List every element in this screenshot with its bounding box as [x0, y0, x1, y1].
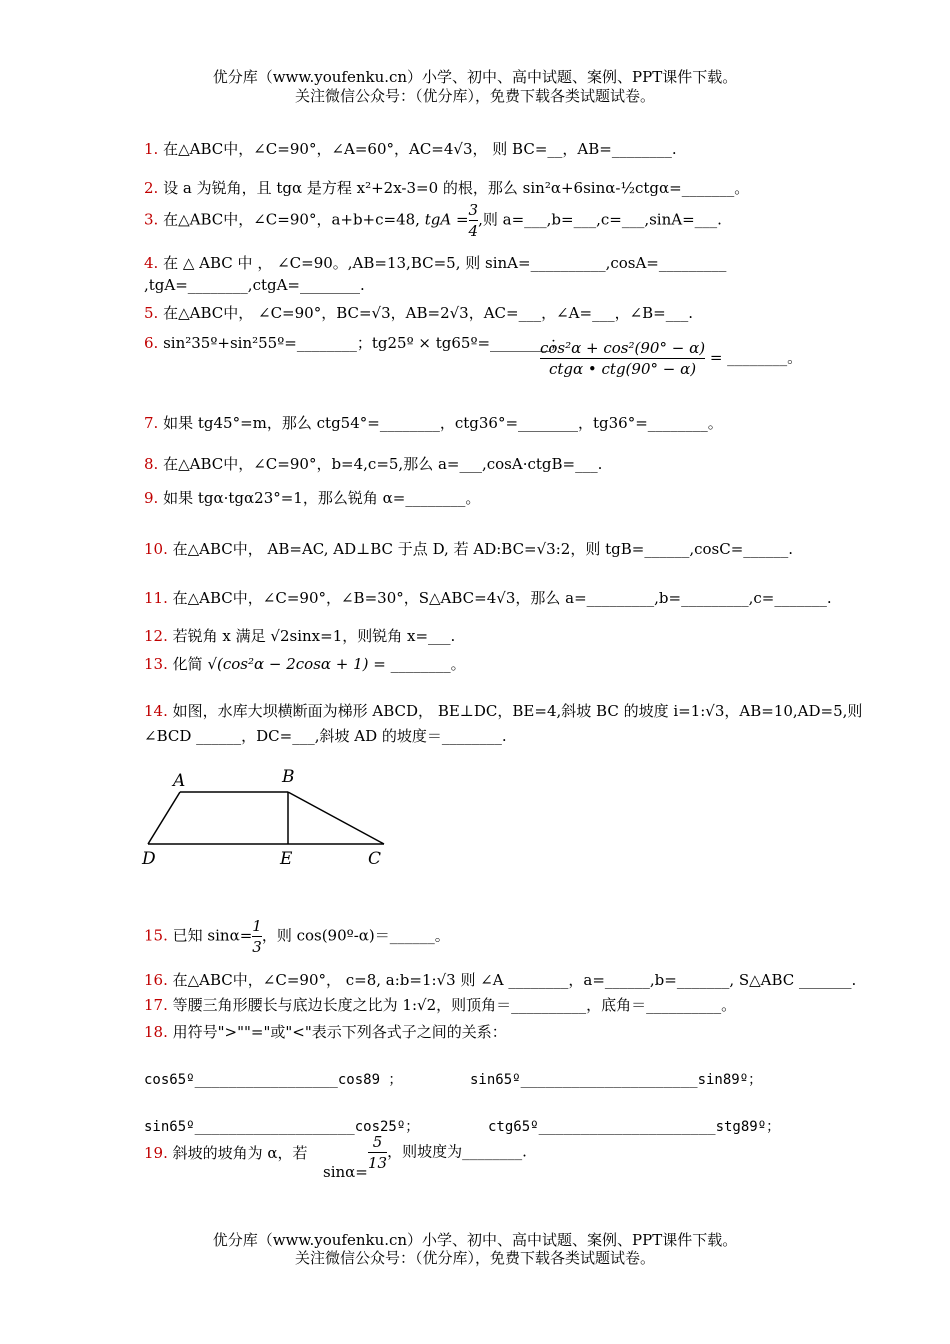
question-6-fraction — [540, 338, 920, 379]
question-11 — [144, 587, 924, 608]
header-line-1: 优分库（www.youfenku.cn）小学、初中、高中试题、案例、PPT课件下载。 — [212, 68, 738, 86]
fraction — [252, 916, 262, 957]
qtext: 在△ABC中，∠C=90°，∠A=60°，AC=4√3， 则 BC=__，AB=________. — [163, 140, 677, 158]
formula: √(cos²α − 2cosα + 1) = — [207, 655, 386, 673]
qnum: 15. — [144, 926, 168, 945]
qtext: 等腰三角形腰长与底边长度之比为 1:√2，则顶角＝__________，底角＝__________。 — [172, 996, 737, 1014]
compare-3: sin65º___________________cos25º； — [144, 1119, 420, 1135]
question-7 — [144, 412, 924, 433]
denominator: ctgα • ctg(90° − α) — [540, 358, 705, 379]
fraction — [469, 200, 479, 241]
fraction — [540, 338, 705, 379]
label-a: A — [173, 771, 186, 791]
question-12 — [144, 625, 924, 646]
qtext: 在△ABC中，∠C=90°，b=4,c=5,那么 a=___,cosA·ctgB=___. — [163, 455, 603, 473]
question-14-cont — [144, 725, 924, 746]
question-2 — [144, 177, 924, 198]
qnum: 6. — [144, 334, 159, 352]
question-3 — [144, 200, 924, 241]
edge-ad — [148, 792, 180, 844]
qnum: 19. — [144, 1144, 168, 1162]
qnum: 3. — [144, 210, 159, 229]
qtext: 用符号">""="或"<"表示下列各式子之间的关系： — [172, 1023, 507, 1041]
question-19-fraction — [368, 1132, 768, 1173]
compare-2: sin65º_____________________sin89º； — [470, 1072, 763, 1088]
label-d: D — [142, 849, 156, 869]
qtext: 在△ABC中，∠C=90°，∠B=30°，S△ABC=4√3，那么 a=_________,b=_________,c=_______. — [172, 589, 832, 607]
qtext: 如图，水库大坝横断面为梯形 ABCD， BE⊥DC，BE=4,斜坡 BC 的坡度 i=1:√3，AB=10,AD=5,则 — [172, 702, 863, 720]
question-19-sin: sinα= — [323, 1163, 368, 1181]
qnum: 10. — [144, 540, 168, 558]
qtext: ，则 cos(90º-α)＝______。 — [261, 926, 450, 945]
denominator: 4 — [468, 222, 479, 240]
qnum: 13. — [144, 655, 168, 673]
qtext: 如果 tgα·tgα23°=1，那么锐角 α=________。 — [163, 489, 481, 507]
denominator: 13 — [368, 1154, 388, 1172]
qtext: 在 △ ABC 中 ， ∠C=90。,AB=13,BC=5, 则 sinA=__________,cosA=_________ — [163, 254, 727, 272]
qtext: sin²35º+sin²55º=________；tg25º × tg65º=________； — [163, 334, 566, 352]
header-line-2: 关注微信公众号：（优分库），免费下载各类试题试卷。 — [294, 87, 655, 105]
qnum: 7. — [144, 414, 159, 432]
qtext: 斜坡的坡角为 α，若 — [172, 1144, 308, 1162]
qtext: ，则坡度为________. — [387, 1142, 527, 1161]
question-4-cont — [144, 276, 924, 294]
qtext: 若锐角 x 满足 √2sinx=1，则锐角 x=___. — [172, 627, 456, 645]
qtext: 在△ABC中，∠C=90°，a+b+c=48, — [163, 210, 420, 229]
question-1 — [144, 138, 924, 159]
qtext: 在△ABC中， AB=AC, AD⊥BC 于点 D, 若 AD:BC=√3:2，则 tgB=______,cosC=______. — [172, 540, 794, 558]
qnum: 18. — [144, 1023, 168, 1041]
footer-line-1: 优分库（www.youfenku.cn）小学、初中、高中试题、案例、PPT课件下载。 — [212, 1231, 738, 1249]
qtext: 如果 tg45°=m，那么 ctg54°=________，ctg36°=________，tg36°=________。 — [163, 414, 723, 432]
denominator: 3 — [252, 938, 262, 956]
question-5 — [144, 302, 924, 323]
qtext: 设 a 为锐角，且 tgα 是方程 x²+2x-3=0 的根，那么 sin²α+6sinα-½ctgα=_______。 — [163, 179, 750, 197]
question-18 — [144, 1021, 924, 1042]
qnum: 12. — [144, 627, 168, 645]
question-8 — [144, 453, 924, 474]
label-e: E — [280, 849, 293, 869]
question-13 — [144, 653, 924, 674]
qtext: ∠BCD ______，DC=___,斜坡 AD 的坡度＝________. — [144, 727, 507, 745]
qnum: 9. — [144, 489, 159, 507]
qtext: 化简 — [172, 655, 203, 673]
edge-bc — [288, 792, 384, 844]
qtext: 已知 sinα= — [172, 926, 253, 945]
compare-4: ctg65º_____________________stg89º； — [488, 1119, 781, 1135]
trapezoid-figure — [140, 762, 400, 872]
numerator: 3 — [468, 201, 479, 219]
qnum: 11. — [144, 589, 168, 607]
qnum: 2. — [144, 179, 159, 197]
label-b: B — [282, 767, 295, 787]
compare-1: cos65º_________________cos89 ； — [144, 1072, 403, 1088]
qtext: = ________。 — [709, 348, 803, 367]
qnum: 1. — [144, 140, 159, 158]
qnum: 14. — [144, 702, 168, 720]
formula: tgA = — [424, 210, 469, 229]
question-15 — [144, 916, 924, 957]
question-14 — [144, 700, 924, 721]
numerator: 1 — [252, 917, 262, 935]
qnum: 5. — [144, 304, 159, 322]
question-16 — [144, 969, 924, 990]
question-10 — [144, 538, 924, 559]
qtext: ________。 — [390, 655, 466, 673]
qtext: 在△ABC中， ∠C=90°，BC=√3，AB=2√3，AC=___，∠A=___，∠B=___. — [163, 304, 694, 322]
qnum: 17. — [144, 996, 168, 1014]
question-4 — [144, 252, 924, 273]
footer-line-2: 关注微信公众号：（优分库），免费下载各类试题试卷。 — [294, 1249, 655, 1267]
numerator: 5 — [372, 1133, 383, 1151]
question-9 — [144, 487, 924, 508]
numerator: cos²α + cos²(90° − α) — [540, 339, 706, 357]
qtext: ,则 a=___,b=___,c=___,sinA=___. — [478, 210, 722, 229]
qnum: 16. — [144, 971, 168, 989]
qtext: ,tgA=________,ctgA=________. — [144, 276, 365, 294]
label-c: C — [368, 849, 382, 869]
question-17 — [144, 994, 924, 1015]
qnum: 4. — [144, 254, 159, 272]
qnum: 8. — [144, 455, 159, 473]
qtext: 在△ABC中，∠C=90°， c=8, a:b=1:√3 则 ∠A ________，a=______,b=_______, S△ABC _______. — [172, 971, 857, 989]
